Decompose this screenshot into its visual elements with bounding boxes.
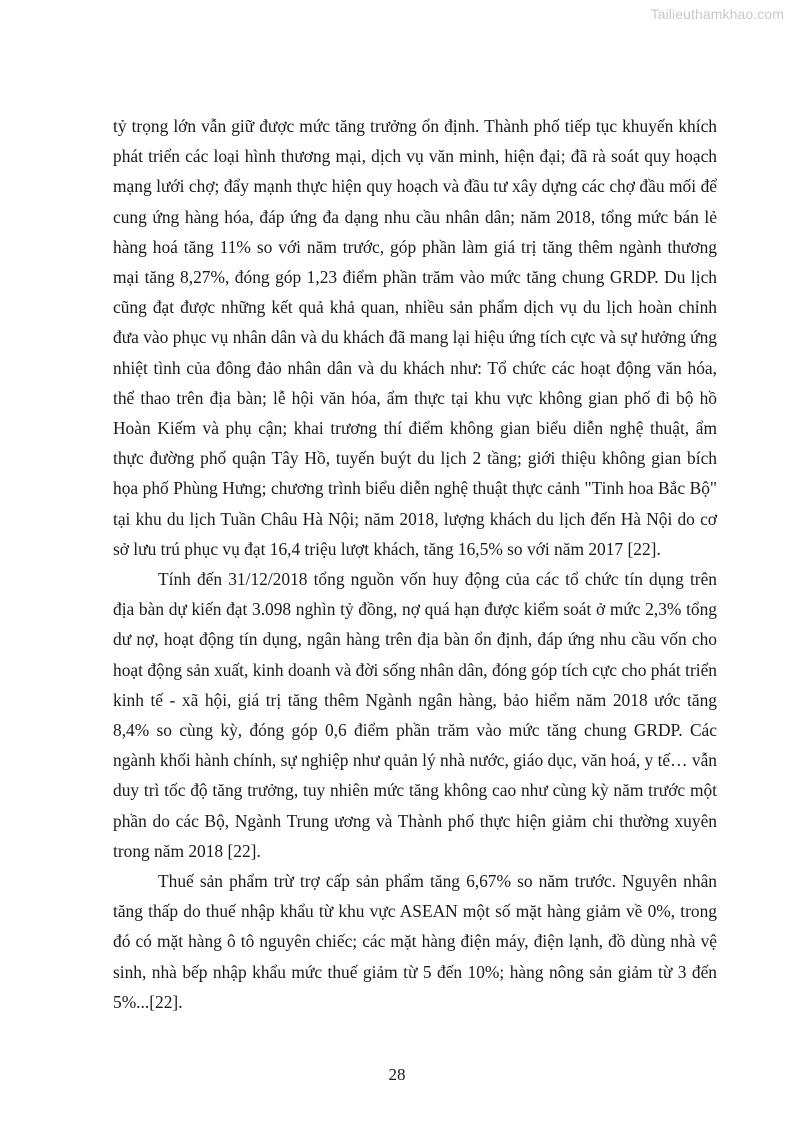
paragraph-trade-tourism: tỷ trọng lớn vẫn giữ được mức tăng trưởng ổn định. Thành phố tiếp tục khuyến khích phát triển các loại hình thương mại, dịch vụ văn minh, hiện đại; đã rà soát quy hoạch mạng lưới chợ; đẩy mạnh thực hiện quy hoạch và đầu tư xây dựng các chợ đầu mối để cung ứng hàng hóa, đáp ứng đa dạng nhu cầu nhân dân; năm 2018, tổng mức bán lẻ hàng hoá tăng 11% so với năm trước, góp phần làm giá trị tăng thêm ngành thương mại tăng 8,27%, đóng góp 1,23 điểm phần trăm vào mức tăng chung GRDP. Du lịch cũng đạt được những kết quả khả quan, nhiều sản phẩm dịch vụ du lịch hoàn chỉnh đưa vào phục vụ nhân dân và du khách đã mang lại hiệu ứng tích cực và sự hưởng ứng nhiệt tình của đông đảo nhân dân và du khách như: Tổ chức các hoạt động văn hóa, thể thao trên địa bàn; lễ hội văn hóa, ẩm thực tại khu vực không gian phố đi bộ hồ Hoàn Kiếm và phụ cận; khai trương thí điểm không gian biểu diễn nghệ thuật, ẩm thực đường phố quận Tây Hồ, tuyến buýt du lịch 2 tầng; giới thiệu không gian bích họa phố Phùng Hưng; chương trình biểu diễn nghệ thuật thực cảnh "Tinh hoa Bắc Bộ" tại khu du lịch Tuần Châu Hà Nội; năm 2018, lượng khách du lịch đến Hà Nội do cơ sở lưu trú phục vụ đạt 16,4 triệu lượt khách, tăng 16,5% so với năm 2017 [22]. (113, 116, 717, 559)
document-body (113, 111, 717, 1017)
page-number: 28 (388, 1065, 406, 1084)
watermark-text: Tailieuthamkhao.com (650, 6, 784, 22)
paragraph-banking: Tính đến 31/12/2018 tổng nguồn vốn huy động của các tổ chức tín dụng trên địa bàn dự kiến đạt 3.098 nghìn tỷ đồng, nợ quá hạn được kiểm soát ở mức 2,3% tổng dư nợ, hoạt động tín dụng, ngân hàng trên địa bàn ổn định, đáp ứng nhu cầu vốn cho hoạt động sản xuất, kinh doanh và đời sống nhân dân, đóng góp tích cực cho phát triển kinh tế - xã hội, giá trị tăng thêm Ngành ngân hàng, bảo hiểm năm 2018 ước tăng 8,4% so cùng kỳ, đóng góp 0,6 điểm phần trăm vào mức tăng chung GRDP. Các ngành khối hành chính, sự nghiệp như quản lý nhà nước, giáo dục, văn hoá, y tế… vẫn duy trì tốc độ tăng trưởng, tuy nhiên mức tăng không cao như cùng kỳ năm trước một phần do các Bộ, Ngành Trung ương và Thành phố thực hiện giảm chi thường xuyên trong năm 2018 [22]. (113, 569, 717, 861)
paragraph-product-tax: Thuế sản phẩm trừ trợ cấp sản phẩm tăng 6,67% so năm trước. Nguyên nhân tăng thấp do thuế nhập khẩu từ khu vực ASEAN một số mặt hàng giảm về 0%, trong đó có mặt hàng ô tô nguyên chiếc; các mặt hàng điện máy, điện lạnh, đồ dùng nhà vệ sinh, nhà bếp nhập khẩu mức thuế giảm từ 5 đến 10%; hàng nông sản giảm từ 3 đến 5%...[22]. (113, 871, 717, 1012)
